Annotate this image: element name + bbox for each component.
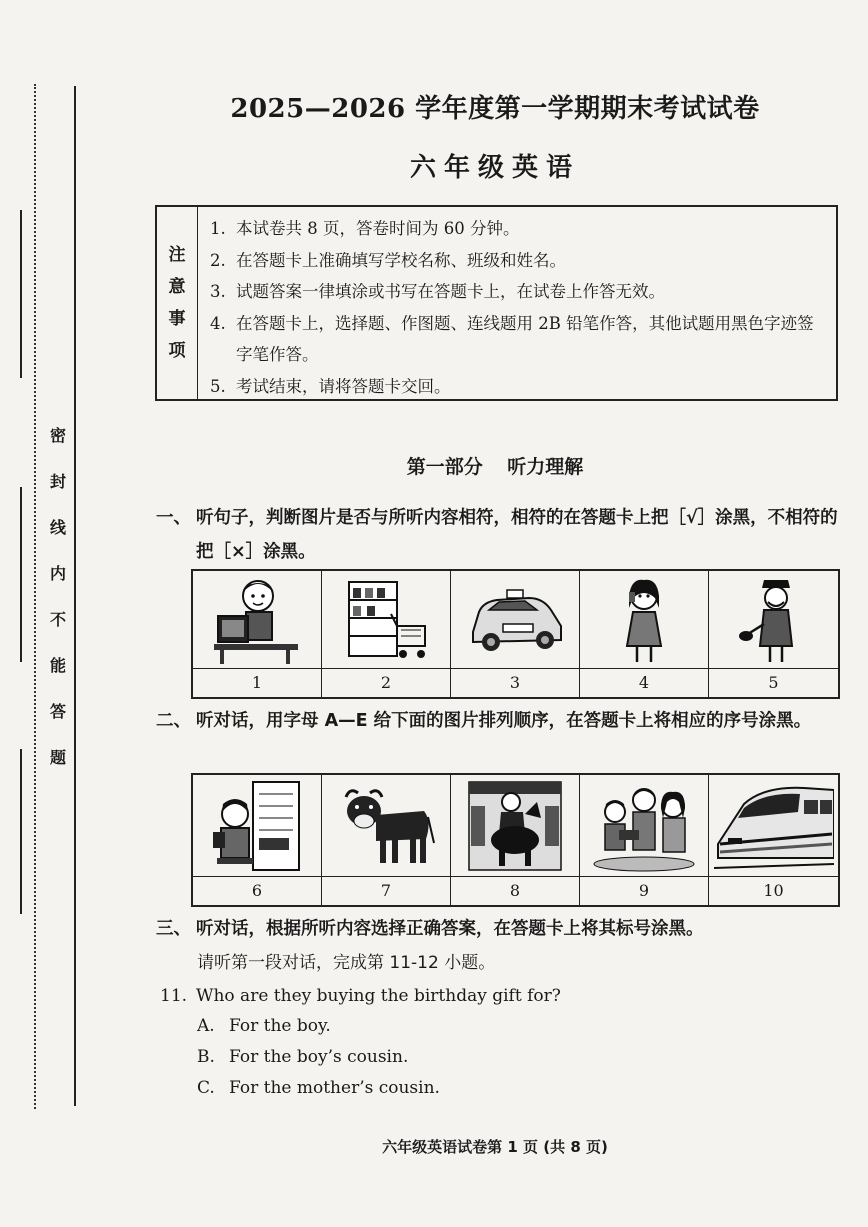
picture-number: 3 <box>451 668 579 697</box>
notice-label-char: 意 <box>168 277 186 297</box>
option-b[interactable] <box>197 1046 408 1068</box>
notice-label <box>157 207 198 399</box>
picture-grid-1 <box>191 569 840 699</box>
option-text: For the boy. <box>229 1016 331 1036</box>
boy-at-computer-icon <box>193 571 321 668</box>
ox-icon <box>322 775 450 876</box>
exam-subtitle: 六年级英语 <box>409 153 580 183</box>
notice-item-number: 1. <box>210 219 226 238</box>
old-man-with-stick-icon <box>709 571 838 668</box>
seal-char: 不 <box>49 610 66 629</box>
notice-item-text: 考试结束，请将答题卡交回。 <box>236 376 451 396</box>
picture-number: 9 <box>580 876 708 905</box>
family-icon <box>580 775 708 876</box>
picture-number: 2 <box>322 668 450 697</box>
notice-item-number: 4. <box>210 313 226 333</box>
picture-cell <box>193 775 322 905</box>
picture-cell <box>322 571 451 697</box>
notice-item-text: 试题答案一律填涂或书写在答题卡上，在试卷上作答无效。 <box>236 282 665 301</box>
notice-label-char: 项 <box>168 341 186 361</box>
notice-box <box>155 205 838 401</box>
part-heading: 第一部分 听力理解 <box>406 456 584 478</box>
exam-title: 2025—2026 学年度第一学期期末考试试卷 <box>230 94 760 124</box>
picture-cell <box>709 775 838 905</box>
notice-item-number: 5. <box>210 376 226 396</box>
question-3-instruction <box>156 912 846 946</box>
picture-cell <box>322 775 451 905</box>
seal-char: 能 <box>49 656 66 675</box>
notice-label-char: 注 <box>168 245 186 265</box>
picture-number: 7 <box>322 876 450 905</box>
notice-item-number: 2. <box>210 250 226 270</box>
question-1-instruction <box>156 501 846 569</box>
kid-by-building-icon <box>193 775 321 876</box>
question-number: 11. <box>160 986 188 1006</box>
notice-item <box>210 308 836 371</box>
seal-char: 封 <box>49 472 66 491</box>
notice-item-text: 本试卷共 8 页，答卷时间为 60 分钟。 <box>236 219 520 238</box>
notice-item-number: 3. <box>210 282 226 301</box>
page-footer: 六年级英语试卷第 1 页 (共 8 页) <box>382 1138 608 1156</box>
picture-cell <box>193 571 322 697</box>
option-a[interactable] <box>197 1015 331 1037</box>
taxi-icon <box>451 571 579 668</box>
option-key: C. <box>197 1078 215 1098</box>
question-11 <box>160 985 561 1007</box>
picture-number: 8 <box>451 876 579 905</box>
question-number: 二、 <box>156 711 191 731</box>
picture-number: 1 <box>193 668 321 697</box>
question-text: 听对话，用字母 A—E 给下面的图片排列顺序，在答题卡上将相应的序号涂黑。 <box>196 711 812 731</box>
seal-char: 密 <box>49 426 66 445</box>
seal-char: 线 <box>49 518 66 537</box>
picture-cell <box>451 571 580 697</box>
option-c[interactable] <box>197 1077 440 1099</box>
picture-number: 10 <box>709 876 838 905</box>
notice-item-text: 在答题卡上，选择题、作图题、连线题用 2B 铅笔作答，其他试题用黑色字迹签字笔作答。 <box>236 313 814 364</box>
question-number: 一、 <box>156 508 191 528</box>
binding-mark <box>20 749 22 914</box>
option-text: For the mother’s cousin. <box>229 1078 440 1098</box>
shop-shelf-cart-icon <box>322 571 450 668</box>
question-number: 三、 <box>156 919 191 939</box>
notice-item-text: 在答题卡上准确填写学校名称、班级和姓名。 <box>236 250 566 270</box>
option-key: B. <box>197 1047 215 1067</box>
picture-cell <box>709 571 838 697</box>
option-key: A. <box>197 1016 215 1036</box>
picture-cell <box>580 571 709 697</box>
binding-dotted-line <box>34 84 36 1109</box>
notice-list <box>198 207 836 399</box>
train-icon <box>709 775 838 876</box>
binding-solid-line <box>74 86 76 1106</box>
seal-char: 题 <box>49 748 66 767</box>
man-with-horse-icon <box>451 775 579 876</box>
question-text: Who are they buying the birthday gift for? <box>196 986 561 1006</box>
notice-item <box>210 371 836 403</box>
picture-cell <box>580 775 709 905</box>
dialogue-instruction: 请听第一段对话，完成第 11-12 小题。 <box>197 953 496 973</box>
notice-label-char: 事 <box>168 309 186 329</box>
seal-char: 内 <box>49 564 66 583</box>
question-text: 听句子，判断图片是否与所听内容相符，相符的在答题卡上把［√］涂黑，不相符的把［×］涂黑。 <box>196 508 838 562</box>
option-text: For the boy’s cousin. <box>229 1047 409 1067</box>
binding-mark <box>20 487 22 662</box>
notice-item <box>210 213 836 245</box>
picture-cell <box>451 775 580 905</box>
binding-mark <box>20 210 22 378</box>
binding-seal-text <box>44 428 72 796</box>
girl-on-phone-icon <box>580 571 708 668</box>
notice-item <box>210 276 836 308</box>
picture-grid-2 <box>191 773 840 907</box>
picture-number: 4 <box>580 668 708 697</box>
notice-item <box>210 245 836 277</box>
picture-number: 6 <box>193 876 321 905</box>
picture-number: 5 <box>709 668 838 697</box>
question-text: 听对话，根据所听内容选择正确答案，在答题卡上将其标号涂黑。 <box>196 919 704 939</box>
seal-char: 答 <box>49 702 66 721</box>
question-2-instruction <box>156 704 846 738</box>
